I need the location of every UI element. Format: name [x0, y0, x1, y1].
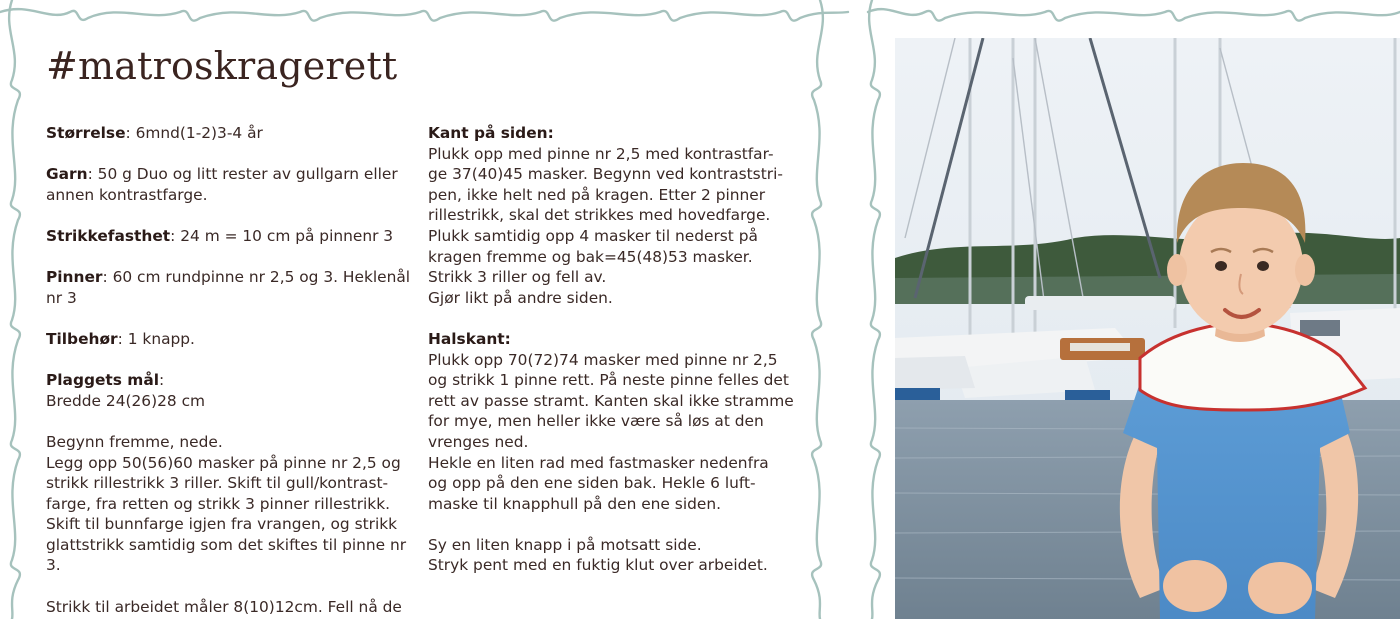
neck-edge-line: for mye, men heller ikke være så løs at den [428, 412, 764, 431]
needles-section [46, 267, 418, 308]
instruction-line: Skift til bunnfarge igjen fra vrangen, og strikk [46, 515, 398, 534]
neck-edge-line: maske til knapphull på den ene siden. [428, 494, 721, 513]
side-edge-line: Gjør likt på andre siden. [428, 288, 613, 307]
yarn-value: : 50 g Duo og litt rester av gullgarn eller [87, 165, 398, 184]
side-edge-line: Plukk opp med pinne nr 2,5 med kontrastfar- [428, 144, 774, 163]
instruction-line: Legg opp 50(56)60 masker på pinne nr 2,5 og [46, 453, 401, 472]
instructions-section [46, 432, 418, 576]
side-edge-section [428, 123, 808, 308]
side-edge-line: pen, ikke helt ned på kragen. Etter 2 pinner [428, 185, 766, 204]
instruction-line: 3. [46, 556, 61, 575]
yarn-label: Garn [46, 165, 88, 184]
page-title: #matroskragerett [46, 44, 398, 88]
instruction-line: strikk rillestrikk 3 riller. Skift til gull/kontrast- [46, 474, 389, 493]
neck-edge-line: og opp på den ene siden bak. Hekle 6 luft- [428, 474, 756, 493]
neck-edge-line: vrenges ned. [428, 432, 529, 451]
neck-edge-line: og strikk 1 pinne rett. På neste pinne felles det [428, 371, 789, 390]
photo-illustration [895, 38, 1400, 619]
accessories-value: : 1 knapp. [117, 329, 195, 348]
neck-edge-line: rett av passe stramt. Kanten skal ikke stramme [428, 391, 794, 410]
size-value: : 6mnd(1-2)3-4 år [125, 124, 263, 142]
finish-section [428, 535, 808, 576]
measurements-label: Plaggets mål [46, 371, 159, 390]
side-edge-line: Strikk 3 riller og fell av. [428, 268, 607, 287]
finish-line: Stryk pent med en fuktig klut over arbeidet. [428, 556, 768, 575]
neck-edge-line: Hekle en liten rad med fastmasker nedenfra [428, 453, 769, 472]
side-edge-line: rillestrikk, skal det strikkes med hovedfarge. [428, 206, 771, 225]
accessories-label: Tilbehør [46, 329, 118, 348]
instruction-line: farge, fra retten og strikk 3 pinner rillestrikk. [46, 494, 391, 513]
continued-section [46, 597, 418, 618]
right-column [428, 123, 808, 597]
neck-edge-heading: Halskant: [428, 329, 511, 348]
instruction-line: glattstrikk samtidig som det skiftes til pinne nr [46, 535, 407, 554]
side-edge-heading: Kant på siden: [428, 124, 554, 142]
left-column [46, 123, 418, 638]
measurements-value: Bredde 24(26)28 cm [46, 391, 206, 410]
instruction-line: Begynn fremme, nede. [46, 432, 223, 451]
measurements-section [46, 370, 418, 411]
yarn-section [46, 164, 418, 205]
needles-label: Pinner [46, 268, 103, 287]
needles-value: : 60 cm rundpinne nr 2,5 og 3. Heklenål [102, 268, 411, 287]
continued-line: Strikk til arbeidet måler 8(10)12cm. Fell nå de [46, 597, 402, 616]
accessories-section [46, 329, 418, 350]
size-section [46, 123, 418, 144]
finish-line: Sy en liten knapp i på motsatt side. [428, 535, 702, 554]
neck-edge-line: Plukk opp 70(72)74 masker med pinne nr 2,5 [428, 350, 778, 369]
needles-value-cont: nr 3 [46, 288, 77, 307]
neck-edge-section [428, 329, 808, 514]
side-edge-line: ge 37(40)45 masker. Begynn ved kontraststri- [428, 165, 783, 184]
gauge-value: : 24 m = 10 cm på pinnenr 3 [170, 226, 394, 245]
side-edge-line: kragen fremme og bak=45(48)53 masker. [428, 247, 753, 266]
gauge-label: Strikkefasthet [46, 226, 171, 245]
side-edge-line: Plukk samtidig opp 4 masker til nederst på [428, 226, 758, 245]
size-label: Størrelse [46, 124, 126, 142]
child-marina-photo [895, 38, 1400, 619]
measurements-colon: : [159, 371, 165, 390]
gauge-section [46, 226, 418, 247]
yarn-value-cont: annen kontrastfarge. [46, 185, 208, 204]
